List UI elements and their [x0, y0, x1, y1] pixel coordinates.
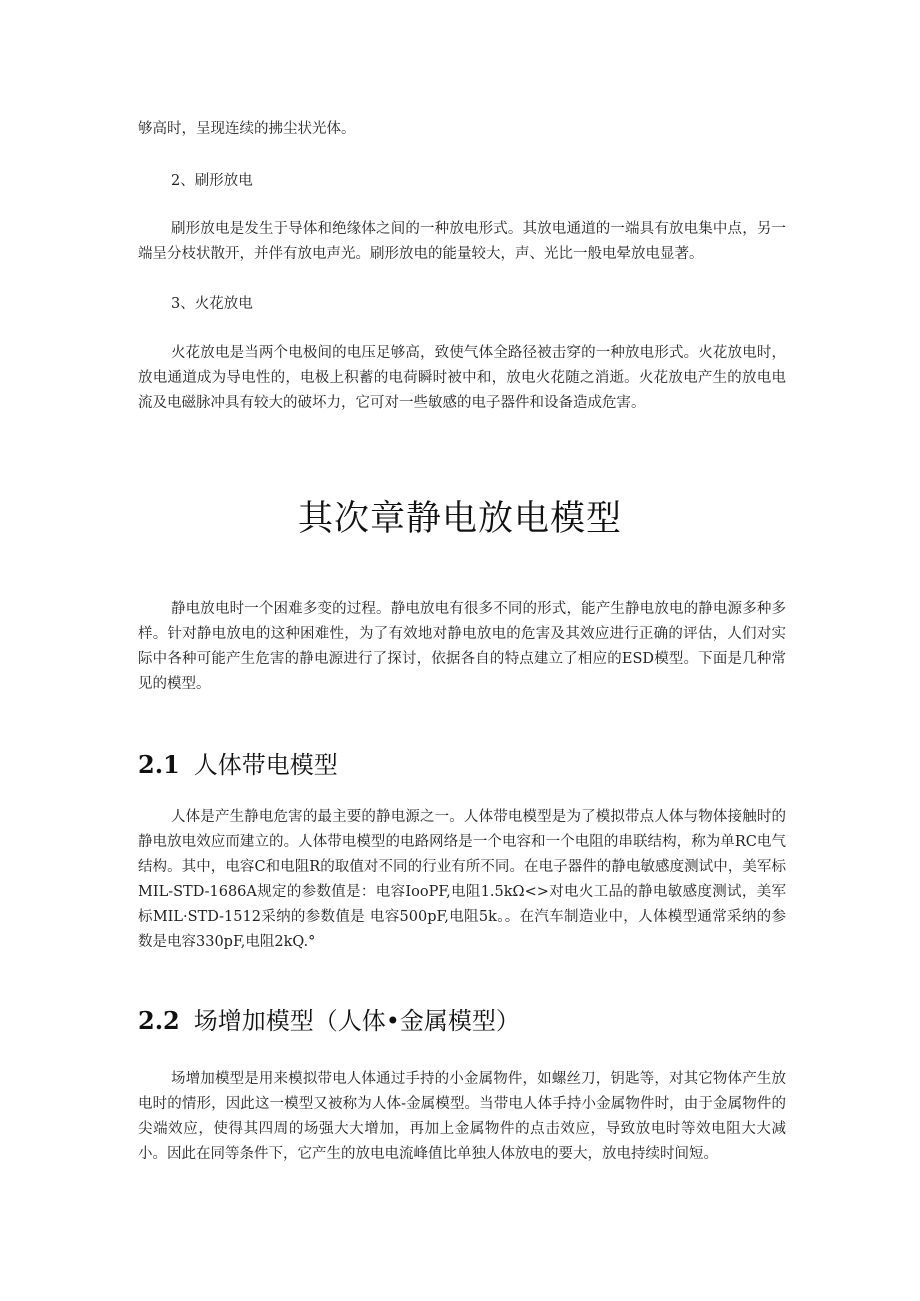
section-2-1-body: 人体是产生静电危害的最主要的静电源之一。人体带电模型是为了模拟带点人体与物体接触时的静电放电效应而建立的。人体带电模型的电路网络是一个电容和一个电阻的串联结构，称为单RC电气结构。其中，电容C和电阻R的取值对不同的行业有所不同。在电子器件的静电敏感度测试中，美军标MIL-STD-1686A规定的参数值是：电容IooPF,电阻1.5kΩ<>对电火工品的静电敏感度测试，美军标MIL·STD-1512采纳的参数值是 电容500pF,电阻5k。。在汽车制造业中，人体模型通常采纳的参数是电容330pF,电阻2kQ.° — [138, 809, 786, 950]
section-2-1-heading — [138, 749, 338, 781]
chapter-intro-paragraph: 静电放电时一个困难多变的过程。静电放电有很多不同的形式，能产生静电放电的静电源多种多样。针对静电放电的这种困难性，为了有效地对静电放电的危害及其效应进行正确的评估，人们对实际中各种可能产生危害的静电源进行了探讨，依据各自的特点建立了相应的ESD模型。下面是几种常见的模型。 — [138, 601, 786, 692]
section-2-2-number: 2.2 — [138, 1006, 180, 1035]
section-2-1-title: 人体带电模型 — [193, 751, 338, 779]
section-2-1-number: 2.1 — [138, 750, 180, 779]
item-2-body: 刷形放电是发生于导体和绝缘体之间的一种放电形式。其放电通道的一端具有放电集中点，另一端呈分枝状散开，并伴有放电声光。刷形放电的能量较大，声、光比一般电晕放电显著。 — [138, 221, 786, 262]
chapter-title: 其次章静电放电模型 — [297, 499, 622, 539]
item-2-title: 2、刷形放电 — [171, 173, 253, 189]
paragraph-continuation: 够高时，呈现连续的拂尘状光体。 — [138, 121, 356, 137]
section-2-2-body: 场增加模型是用来模拟带电人体通过手持的小金属物件，如螺丝刀，钥匙等，对其它物体产生放电时的情形，因此这一模型又被称为人体-金属模型。当带电人体手持小金属物件时，由于金属物件的尖端效应，使得其四周的场强大大增加，再加上金属物件的点击效应，导致放电时等效电阻大大减小。因此在同等条件下，它产生的放电电流峰值比单独人体放电的要大，放电持续时间短。 — [138, 1071, 786, 1162]
section-2-2-title: 场增加模型（人体•金属模型） — [193, 1007, 520, 1035]
section-2-2-heading — [138, 1005, 520, 1037]
item-3-body: 火花放电是当两个电极间的电压足够高，致使气体全路径被击穿的一种放电形式。火花放电时，放电通道成为导电性的，电极上积蓄的电荷瞬时被中和，放电火花随之消逝。火花放电产生的放电电流及电磁脉冲具有较大的破坏力，它可对一些敏感的电子器件和设备造成危害。 — [138, 345, 786, 411]
item-3-title: 3、火花放电 — [171, 296, 253, 312]
